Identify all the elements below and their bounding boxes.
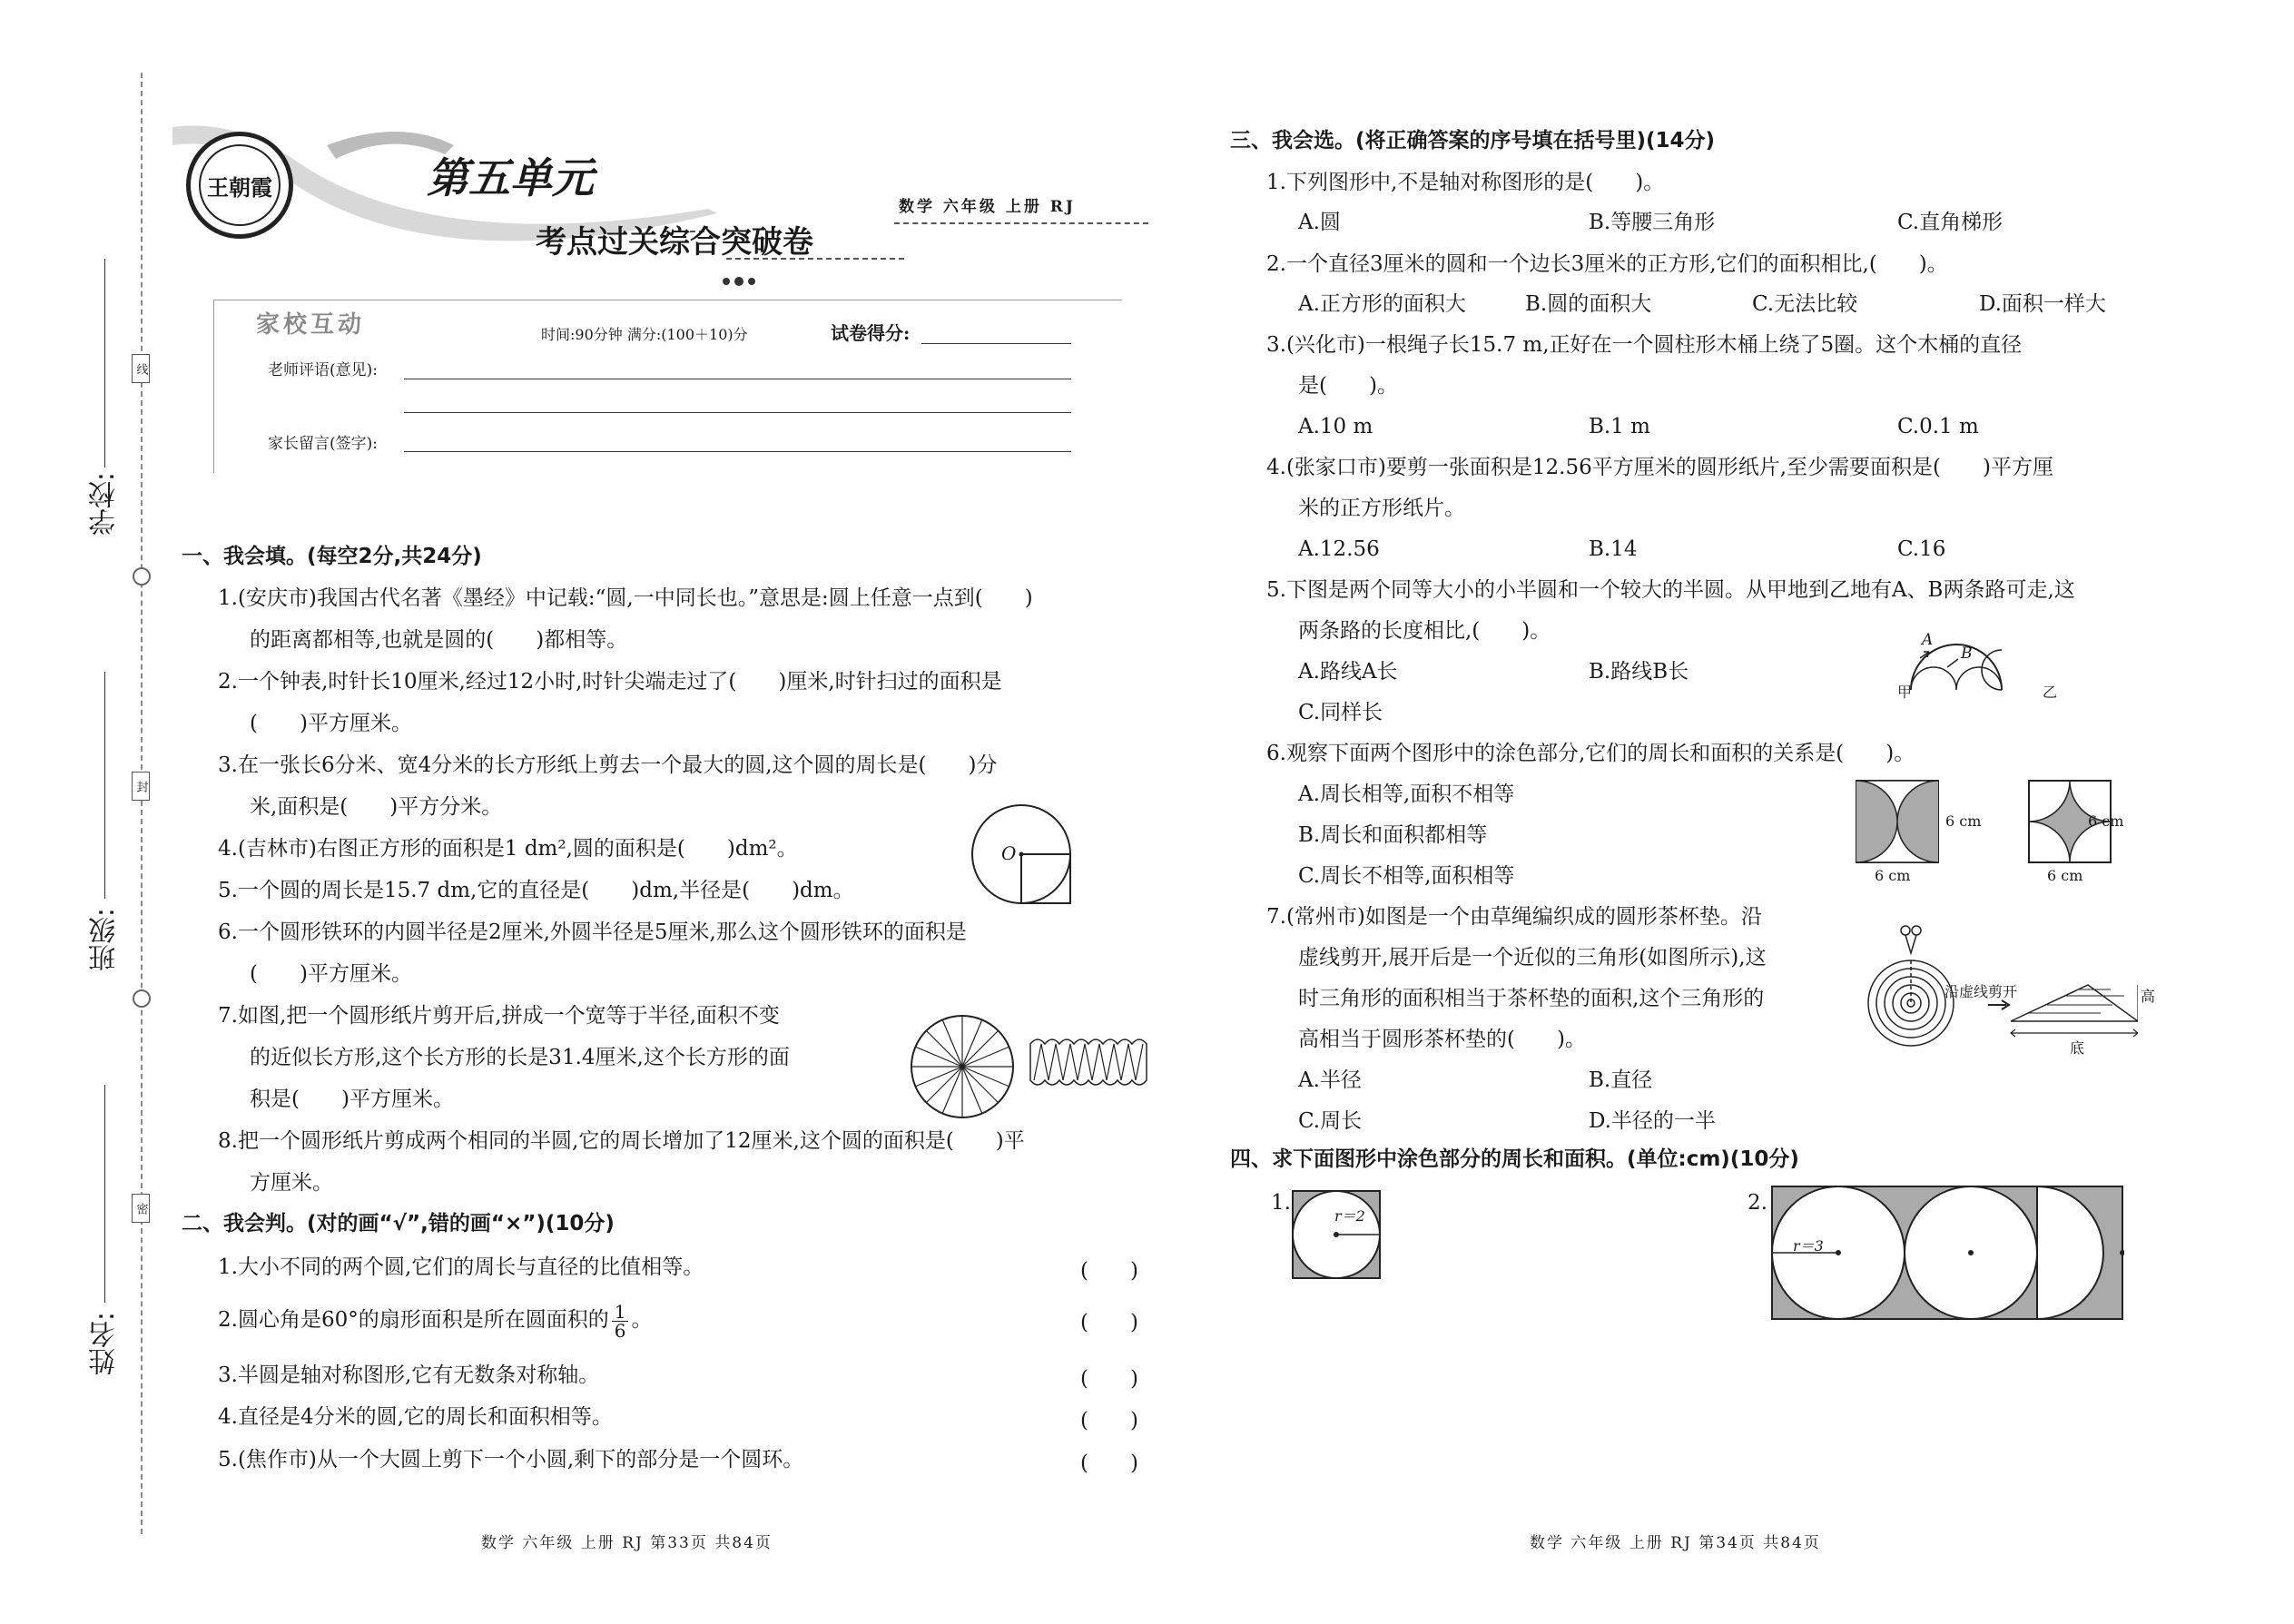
judge-answer[interactable]: ( ) — [1080, 1452, 1138, 1475]
dim-label: 6 cm — [2047, 867, 2083, 884]
s1-line: 米,面积是( )平方分米。 — [250, 795, 503, 819]
judge-item: 5.(焦作市)从一个大圆上剪下一个小圆,剩下的部分是一个圆环。 — [218, 1448, 804, 1471]
s1-line: 积是( )平方厘米。 — [250, 1088, 454, 1111]
section2-title: 二、我会判。(对的画“√”,错的画“×”)(10分) — [182, 1212, 615, 1235]
judge-item: 2.圆心角是60°的扇形面积是所在圆面积的 $\frac{1}{6}$ 。 — [218, 1300, 653, 1342]
choice-option: D.半径的一半 — [1589, 1109, 1716, 1133]
radius-label: r＝2 — [1334, 1207, 1365, 1225]
s1-line: 1.(安庆市)我国古代名著《墨经》中记载:“圆,一中同长也。”意思是:圆上任意一点到( ) — [218, 586, 1033, 610]
choice-option: B.圆的面积大 — [1525, 292, 1652, 316]
choice-option: C.同样长 — [1298, 701, 1383, 724]
radius-label: r＝3 — [1793, 1237, 1824, 1255]
choice-option: A.10 m — [1298, 415, 1373, 438]
s1-line: 6.一个圆形铁环的内圆半径是2厘米,外圆半径是5厘米,那么这个圆形铁环的面积是 — [218, 920, 967, 944]
height-label: 高 — [2141, 988, 2156, 1005]
choice-option: C.周长 — [1298, 1109, 1363, 1133]
judge-answer[interactable]: ( ) — [1080, 1259, 1138, 1283]
s1-line: 的距离都相等,也就是圆的( )都相等。 — [250, 628, 628, 652]
problem-number: 1. — [1271, 1191, 1291, 1215]
teacher-comment-label: 老师评语(意见): — [268, 361, 378, 379]
circle-cut-figure — [908, 1008, 1153, 1135]
s1-line: 8.把一个圆形纸片剪成两个相同的半圆,它的周长增加了12厘米,这个圆的面积是( )平 — [218, 1129, 1025, 1153]
edition-label: 数学 六年级 上册 RJ — [899, 198, 1076, 216]
choice-stem: 时三角形的面积相当于茶杯垫的面积,这个三角形的 — [1298, 987, 1765, 1010]
choice-stem: 5.下图是两个同等大小的小半圆和一个较大的半圆。从甲地到乙地有A、B两条路可走,这 — [1266, 578, 2075, 602]
circle-center-label: O — [1001, 842, 1017, 864]
choice-option: A.半径 — [1298, 1068, 1362, 1092]
problem-number: 2. — [1748, 1191, 1767, 1215]
choice-option: B.路线B长 — [1589, 660, 1689, 684]
judge-item: 1.大小不同的两个圆,它们的周长与直径的比值相等。 — [218, 1255, 704, 1279]
s1-line: ( )平方厘米。 — [250, 712, 412, 735]
choice-stem: 2.一个直径3厘米的圆和一个边长3厘米的正方形,它们的面积相比,( )。 — [1266, 252, 1948, 276]
end-label: 乙 — [2043, 684, 2058, 701]
exam-info: 时间:90分钟 满分:(100＋10)分 — [541, 326, 748, 343]
choice-option: C.无法比较 — [1752, 292, 1858, 316]
judge-answer[interactable]: ( ) — [1080, 1311, 1138, 1334]
section3-title: 三、我会选。(将正确答案的序号填在括号里)(14分) — [1230, 129, 1716, 153]
dim-label: 6 cm — [1875, 867, 1911, 884]
edition-underline — [894, 222, 1148, 224]
interaction-label: 家校互动 — [256, 311, 366, 339]
s1-line: 的近似长方形,这个长方形的长是31.4厘米,这个长方形的面 — [250, 1046, 790, 1069]
choice-stem: 米的正方形纸片。 — [1298, 497, 1465, 520]
s1-line: 2.一个钟表,时针长10厘米,经过12小时,时针尖端走过了( )厘米,时针扫过的面积是 — [218, 670, 1002, 694]
score-field[interactable] — [921, 343, 1071, 344]
choice-stem: 1.下列图形中,不是轴对称图形的是( )。 — [1266, 171, 1665, 194]
unit-title: 第五单元 — [427, 153, 594, 202]
page-footer-left: 数学 六年级 上册 RJ 第33页 共84页 — [481, 1534, 773, 1552]
binding-hole — [133, 989, 151, 1008]
binding-dashed-line — [141, 73, 143, 1534]
parent-comment-line[interactable] — [404, 451, 1071, 452]
start-label: 甲 — [1897, 684, 1913, 701]
score-label: 试卷得分: — [831, 322, 911, 344]
choice-option: B.14 — [1589, 537, 1638, 561]
choice-stem: 3.(兴化市)一根绳子长15.7 m,正好在一个圆柱形木桶上绕了5圈。这个木桶的直径 — [1266, 333, 2023, 357]
name-field[interactable] — [104, 1085, 105, 1303]
cut-mark-mi: 密 — [132, 1194, 150, 1223]
cut-mark-feng: 封 — [132, 772, 150, 801]
class-field[interactable] — [104, 672, 105, 899]
parent-comment-label: 家长留言(签字): — [268, 435, 378, 453]
route-a-label: A — [1922, 631, 1934, 649]
choice-option: C.16 — [1897, 537, 1946, 561]
choice-option: A.周长相等,面积不相等 — [1298, 782, 1515, 806]
choice-option: A.圆 — [1298, 211, 1341, 234]
choice-option: C.周长不相等,面积相等 — [1298, 864, 1515, 888]
judge-item: 4.直径是4分米的圆,它的周长和面积相等。 — [218, 1405, 613, 1429]
judge-answer[interactable]: ( ) — [1080, 1409, 1138, 1432]
s1-line: ( )平方厘米。 — [250, 962, 412, 986]
name-label: 姓名: — [89, 1312, 121, 1376]
section1-title: 一、我会填。(每空2分,共24分) — [182, 545, 482, 568]
choice-stem: 两条路的长度相比,( )。 — [1298, 619, 1551, 643]
choice-option: C.直角梯形 — [1897, 211, 2004, 234]
school-label: 学校: — [89, 472, 121, 536]
choice-option: A.路线A长 — [1298, 660, 1398, 684]
logo: 王朝霞 — [186, 132, 293, 239]
choice-option: C.0.1 m — [1897, 415, 1979, 438]
dim-label: 6 cm — [1945, 812, 1982, 830]
cut-along-label: 沿虚线剪开 — [1944, 983, 2018, 1000]
choice-stem: 高相当于圆形茶杯垫的( )。 — [1298, 1028, 1586, 1051]
choice-option: B.1 m — [1589, 415, 1650, 438]
base-label: 底 — [2070, 1039, 2085, 1057]
route-b-label: B — [1961, 645, 1973, 663]
section4-title: 四、求下面图形中涂色部分的周长和面积。(单位:cm)(10分) — [1230, 1147, 1799, 1171]
judge-item: 3.半圆是轴对称图形,它有无数条对称轴。 — [218, 1363, 600, 1387]
s1-line: 4.(吉林市)右图正方形的面积是1 dm²,圆的面积是( )dm²。 — [218, 837, 798, 861]
choice-stem: 4.(张家口市)要剪一张面积是12.56平方厘米的圆形纸片,至少需要面积是( )平方厘 — [1266, 456, 2053, 479]
s1-line: 7.如图,把一个圆形纸片剪开后,拼成一个宽等于半径,面积不变 — [218, 1004, 780, 1028]
s1-line: 3.在一张长6分米、宽4分米的长方形纸上剪去一个最大的圆,这个圆的周长是( )分 — [218, 753, 998, 777]
fraction-one-sixth: $\frac{1}{6}$ — [612, 1303, 629, 1340]
paper-subtitle: 考点过关综合突破卷 — [536, 224, 813, 261]
circle-square-figure — [967, 803, 1085, 912]
choice-option: B.等腰三角形 — [1589, 211, 1716, 234]
choice-stem: 虚线剪开,展开后是一个近似的三角形(如图所示),这 — [1298, 946, 1767, 969]
class-label: 班级: — [89, 908, 121, 972]
cut-mark-xian: 线 — [132, 354, 150, 383]
choice-option: D.面积一样大 — [1979, 292, 2106, 316]
choice-stem: 6.观察下面两个图形中的涂色部分,它们的周长和面积的关系是( )。 — [1266, 742, 1915, 765]
judge-answer[interactable]: ( ) — [1080, 1367, 1138, 1391]
page-footer-right: 数学 六年级 上册 RJ 第34页 共84页 — [1530, 1534, 1821, 1552]
choice-option: A.正方形的面积大 — [1298, 292, 1466, 316]
s1-line: 方厘米。 — [250, 1171, 333, 1195]
choice-option: B.周长和面积都相等 — [1298, 823, 1488, 847]
school-field[interactable] — [104, 259, 105, 468]
choice-stem: 是( )。 — [1298, 374, 1398, 398]
teacher-comment-line[interactable] — [404, 412, 1071, 413]
binding-hole — [133, 567, 151, 586]
dim-label: 6 cm — [2088, 812, 2124, 830]
shaded-square-figures — [1852, 776, 2115, 867]
s1-line: 5.一个圆的周长是15.7 dm,它的直径是( )dm,半径是( )dm。 — [218, 879, 854, 902]
choice-option: B.直径 — [1589, 1068, 1653, 1092]
judge-item-text: 2.圆心角是60°的扇形面积是所在圆面积的 — [218, 1308, 609, 1332]
choice-option: A.12.56 — [1298, 537, 1380, 561]
choice-stem: 7.(常州市)如图是一个由草绳编织成的圆形茶杯垫。沿 — [1266, 905, 1762, 929]
